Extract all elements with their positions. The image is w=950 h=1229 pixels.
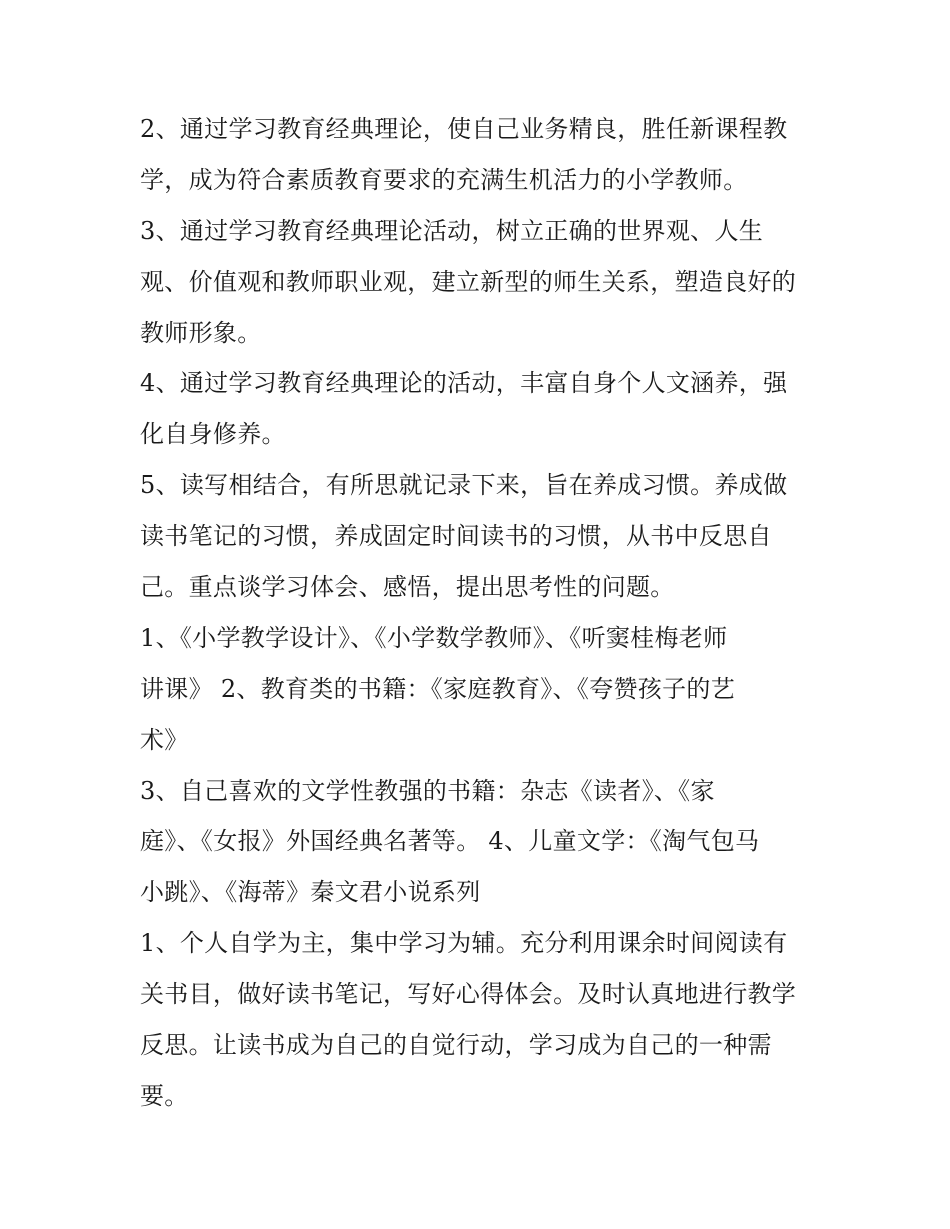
text-line: 要。 [140,1081,189,1110]
text-line: 读书笔记的习惯，养成固定时间读书的习惯，从书中反思自 [140,522,772,551]
text-line: 教师形象。 [140,318,262,347]
text-line: 3、自己喜欢的文学性教强的书籍：杂志《读者》、《家 [140,776,715,805]
text-line: 术》 [140,725,189,754]
text-line: 5、读写相结合，有所思就记录下来，旨在养成习惯。养成做 [140,471,788,500]
text-line: 关书目，做好读书笔记，写好心得体会。及时认真地进行教学 [140,980,797,1009]
text-line: 1、个人自学为主，集中学习为辅。充分利用课余时间阅读有 [140,929,788,958]
text-line: 1、《小学教学设计》、《小学数学教师》、《听窦桂梅老师 [140,623,728,652]
text-line: 庭》、《女报》外国经典名著等。 4、儿童文学：《淘气包马 [140,827,760,856]
text-line: 3、通过学习教育经典理论活动，树立正确的世界观、人生 [140,216,764,245]
text-line: 小跳》、《海蒂》秦文君小说系列 [140,878,481,907]
text-line: 讲课》 2、教育类的书籍：《家庭教育》、《夸赞孩子的艺 [140,674,735,703]
text-line: 4、通过学习教育经典理论的活动，丰富自身个人文涵养，强 [140,369,788,398]
text-line: 己。重点谈学习体会、感悟，提出思考性的问题。 [140,573,675,602]
document-body [140,104,830,1122]
text-line: 反思。让读书成为自己的自觉行动，学习成为自己的一种需 [140,1031,772,1060]
text-line: 2、通过学习教育经典理论，使自己业务精良，胜任新课程教 [140,115,788,143]
text-line: 观、价值观和教师职业观，建立新型的师生关系，塑造良好的 [140,267,797,296]
text-line: 学，成为符合素质教育要求的充满生机活力的小学教师。 [140,165,748,194]
text-line: 化自身修养。 [140,420,286,449]
